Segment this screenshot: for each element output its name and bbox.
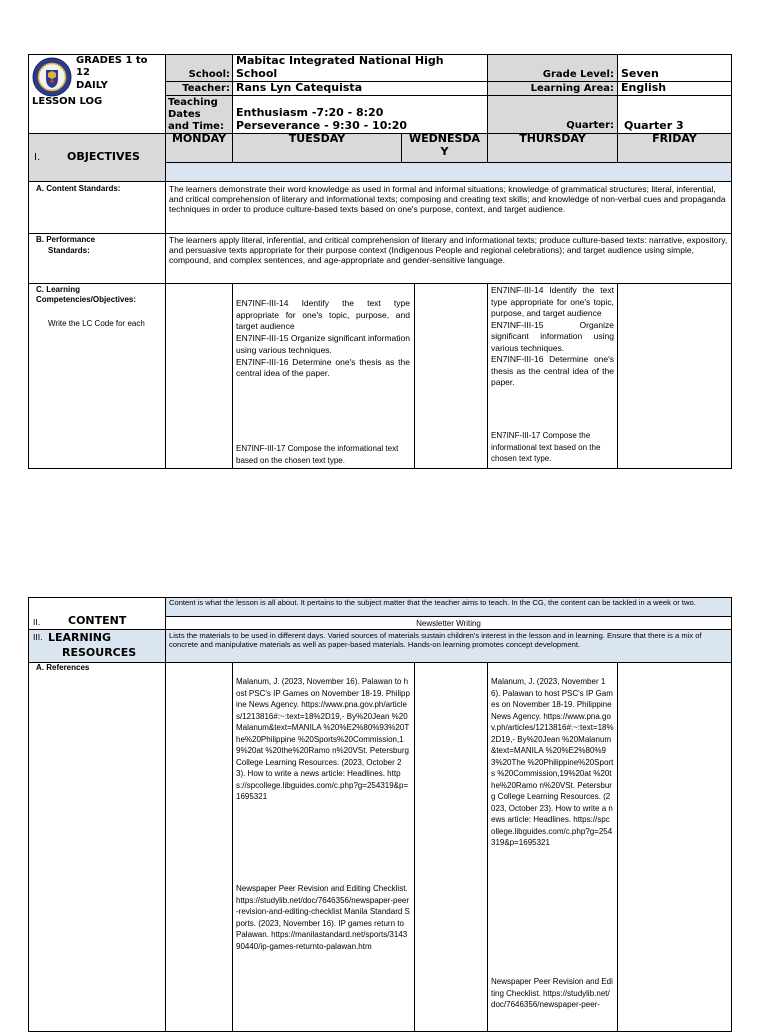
school-label: School:	[188, 69, 230, 80]
objectives-blue-band	[165, 162, 732, 182]
thursday-competencies-text: EN7INF-III-14 Identify the text type appropriate for one's topic, purpose, and target audience EN7INF-III-15 Organize significant information using various techniques. EN7INF-III-16 Determine one's thesis as the central idea of the paper.	[491, 285, 614, 387]
wednesday-references-cell	[414, 662, 488, 1032]
school-value-2: School	[236, 67, 278, 80]
teacher-value: Rans Lyn Catequista	[236, 81, 363, 94]
content-title: CONTENT	[68, 614, 127, 627]
friday-references-cell	[617, 662, 732, 1032]
grade-level-value: Seven	[621, 67, 659, 80]
dates-label-3: and Time:	[168, 121, 224, 132]
thursday-references-text-2: Newspaper Peer Revision and Editing Checklist. https://studylib.net/doc/7646356/newspaper-peer-	[491, 977, 613, 1009]
schedule-1: Enthusiasm -7:20 - 8:20	[236, 106, 384, 119]
thursday-label: THURSDAY	[519, 132, 586, 145]
resources-num: III.	[33, 633, 43, 642]
title-line-4: LESSON LOG	[32, 96, 103, 107]
monday-label: MONDAY	[171, 132, 227, 145]
wednesday-label-2: Y	[440, 145, 449, 158]
tuesday-competency-17: EN7INF-III-17 Compose the informational text based on the chosen text type.	[236, 444, 399, 465]
objectives-title: OBJECTIVES	[67, 150, 140, 163]
competencies-note: Write the LC Code for each	[48, 319, 145, 328]
monday-references-cell	[165, 662, 233, 1032]
tuesday-competencies-text: EN7INF-III-14 Identify the text type appropriate for one's topic, purpose, and target audience EN7INF-III-15 Organize significant information using various techniques. EN7INF-III-16 Determine one's thesis as the central idea of the paper.	[236, 298, 410, 379]
content-topic: Newsletter Writing	[416, 619, 481, 628]
tuesday-references-text-2: Newspaper Peer Revision and Editing Checklist. https://studylib.net/doc/7646356/newspaper-peer-revision-and-editing-checklist Manila Standard Sports. (2023, November 16). IP games return to Palawan. https://manilastandard.net/sports/314390440/ip-games-returnto-palawan.htm	[236, 884, 410, 951]
title-line-2: 12	[76, 67, 90, 78]
friday-label: FRIDAY	[652, 132, 697, 145]
school-value-1: Mabitac Integrated National High	[236, 54, 444, 67]
content-standards-label: A. Content Standards:	[36, 184, 121, 193]
references-label: A. References	[36, 663, 90, 672]
grade-level-label: Grade Level:	[542, 69, 614, 80]
friday-competencies-cell	[617, 283, 732, 469]
tuesday-references-text: Malanum, J. (2023, November 16). Palawan to host PSC's IP Games on November 18-19. Philippine News Agency. https://www.pna.gov.ph/articles/1213816#:~:text=18%2D19,- By%20Jean %20Malanum&text=MANILA %20%E2%80%93%20The%20Philippine %20Sports%20Commission,19%20at %20the%20Ramo n%20VSt. Petersburg College Learning Resources. (2023, October 23). How to write a news article: Headlines. https://spcollege.libguides.com/c.php?g=254319&p=1695321	[236, 677, 410, 801]
resources-note: Lists the materials to be used in different days. Varied sources of materials sustain children's interest in the lesson and in learning. Ensure that there is a mix of concrete and manipulative materials as well as paper-based materials. Hands-on learning promotes concept development.	[169, 631, 702, 649]
content-standards-text: The learners demonstrate their word knowledge as used in formal and informal situations; knowledge of grammatical structures; literal, inferential, and critical comprehension of literary and informational texts; composing and creating text skills; and knowledge of non-verbal cues and propaganda techniques in order to produce culture-based texts based on one's purpose, context, and target audience.	[169, 184, 726, 214]
teacher-label: Teacher:	[182, 83, 230, 94]
resources-title-2: RESOURCES	[62, 646, 137, 659]
monday-competencies-cell	[165, 283, 233, 469]
learning-area-label: Learning Area:	[530, 83, 614, 94]
thursday-competency-17: EN7INF-III-17 Compose the informational text based on the chosen text type.	[491, 431, 601, 463]
wednesday-competencies-cell	[414, 283, 488, 469]
dates-label-2: Dates	[168, 109, 201, 120]
wednesday-label-1: WEDNESDA	[408, 132, 481, 145]
performance-text: The learners apply literal, inferential, and critical comprehension of literary and informational texts; produce culture-based texts: narrative, expository, and persuasive texts appropriate for their purpose context (Indigenous People and regional celebrations); and target audience using simple, compound, and complex sentences, and age-appropriate and gender-sensitive language.	[169, 235, 728, 265]
deped-seal-icon	[32, 57, 72, 97]
learning-area-value: English	[621, 81, 667, 94]
schedule-2: Perseverance - 9:30 - 10:20	[236, 119, 408, 132]
title-line-3: DAILY	[76, 80, 108, 91]
thursday-references-text: Malanum, J. (2023, November 16). Palawan to host PSC's IP Games on November 18-19. Philippine News Agency. https://www.pna.gov.ph/articles/1213816#:~:text=18%2D19,- By%20Jean %20Malanum&text=MANILA %20%E2%80%93%20The %20Philippine%20Sports %20Commission,19%20at %20the%20Ramo n%20VSt. Petersburg College Learning Resources. (2023, October 23). How to write a news article: Headlines. https://spcollege.libguides.com/c.php?g=254319&p=1695321	[491, 677, 614, 847]
quarter-label: Quarter:	[566, 120, 614, 131]
competencies-label: C. Learning Competencies/Objectives:	[36, 285, 137, 304]
dates-label-1: Teaching	[168, 97, 218, 108]
performance-label-2: Standards:	[48, 246, 90, 255]
objectives-num: I.	[34, 152, 41, 163]
quarter-value: Quarter 3	[624, 119, 684, 132]
tuesday-label: TUESDAY	[288, 132, 346, 145]
title-line-1: GRADES 1 to	[76, 55, 148, 66]
content-note: Content is what the lesson is all about. It pertains to the subject matter that the teacher aims to teach. In the CG, the content can be tackled in a week or two.	[169, 598, 696, 607]
references-label-cell	[28, 662, 166, 1032]
competencies-label-cell	[28, 283, 166, 469]
performance-label-1: B. Performance	[36, 235, 96, 244]
resources-title-1: LEARNING	[48, 631, 112, 644]
content-num: II.	[33, 618, 41, 627]
